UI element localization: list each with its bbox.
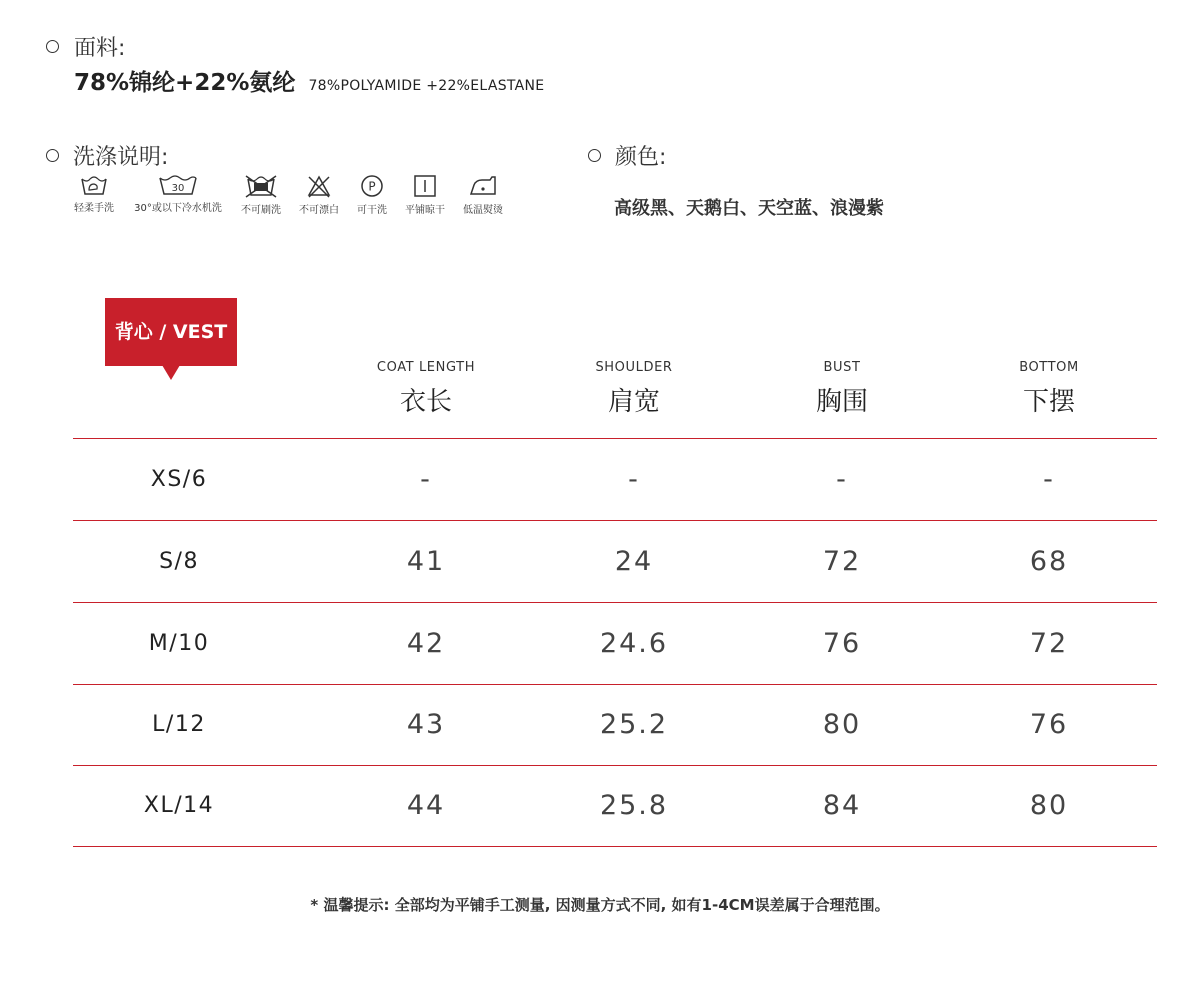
care-item-wash-30 [128, 174, 228, 214]
shoulder-value: 25.2 [599, 709, 669, 740]
size-label: M/10 [148, 631, 210, 656]
colors-bullet-icon [588, 149, 601, 162]
col-head-cn: 肩宽 [607, 387, 660, 417]
table-row [73, 521, 1157, 602]
coat-length-value: - [420, 464, 432, 495]
col-head-shoulder [544, 360, 724, 418]
col-head-en: BUST [823, 360, 861, 375]
col-head-bottom [959, 360, 1139, 418]
size-label: XL/14 [143, 793, 215, 818]
care-bullet-icon [46, 149, 59, 162]
vest-badge: 背心 / VEST [105, 298, 237, 366]
bust-value: - [836, 464, 848, 495]
col-head-en: BOTTOM [1019, 360, 1079, 375]
care-label-hand-wash: 轻柔手洗 [74, 203, 114, 214]
col-head-cn: 衣长 [399, 387, 452, 417]
svg-text:30: 30 [171, 183, 185, 194]
col-head-en: COAT LENGTH [376, 360, 476, 375]
bottom-value: 68 [1029, 546, 1069, 577]
size-label: XS/6 [150, 467, 208, 492]
col-head-coat-length [336, 360, 516, 418]
table-row [73, 684, 1157, 765]
shoulder-value: 24 [614, 546, 654, 577]
fabric-content-cn: 78%锦纶+22%氨纶 [74, 70, 296, 96]
shoulder-value: 24.6 [599, 628, 669, 659]
bottom-value: 76 [1029, 709, 1069, 740]
care-label-no-brushing: 不可刷洗 [241, 205, 281, 216]
table-row [73, 765, 1157, 846]
gentle-hand-wash-icon [79, 174, 109, 196]
vest-badge-pointer [162, 365, 180, 380]
bust-value: 72 [822, 546, 862, 577]
coat-length-value: 42 [406, 628, 446, 659]
care-item-hand-wash [70, 174, 118, 214]
bust-value: 76 [822, 628, 862, 659]
bust-value: 80 [822, 709, 862, 740]
dry-clean-p-icon [360, 174, 384, 198]
shoulder-value: - [628, 464, 640, 495]
care-label-flat-dry: 平铺晾干 [405, 205, 445, 216]
measurement-note: * 温馨提示: 全部均为平铺手工测量, 因测量方式不同, 如有1-4CM误差属于合理范围。 [310, 896, 890, 914]
no-brushing-icon [243, 174, 279, 198]
care-item-dry-clean [352, 174, 392, 216]
fabric-content [74, 64, 544, 97]
colors-values: 高级黑、天鹅白、天空蓝、浪漫紫 [614, 198, 884, 219]
care-label-wash-30: 30°或以下冷水机洗 [134, 203, 222, 214]
fabric-bullet-icon [46, 40, 59, 53]
no-bleach-icon [306, 174, 332, 198]
table-row [73, 603, 1157, 684]
care-item-flat-dry [400, 174, 450, 216]
care-label-low-iron: 低温熨烫 [463, 205, 503, 216]
care-label: 洗涤说明: [73, 145, 169, 170]
bust-value: 84 [822, 790, 862, 821]
bottom-value: - [1043, 464, 1055, 495]
care-item-no-bleach [295, 174, 343, 216]
size-label: S/8 [159, 549, 199, 574]
svg-text:P: P [368, 179, 376, 194]
care-label-dry-clean: 可干洗 [357, 205, 387, 216]
care-label-no-bleach: 不可漂白 [299, 205, 339, 216]
fabric-label: 面料: [74, 36, 126, 61]
col-head-cn: 下摆 [1022, 387, 1075, 417]
col-head-en: SHOULDER [595, 360, 673, 375]
coat-length-value: 41 [406, 546, 446, 577]
care-item-low-iron [458, 174, 508, 216]
care-item-no-brushing [237, 174, 285, 216]
coat-length-value: 44 [406, 790, 446, 821]
shoulder-value: 25.8 [599, 790, 669, 821]
table-divider [73, 846, 1157, 847]
fabric-content-en: 78%POLYAMIDE +22%ELASTANE [308, 78, 545, 94]
col-head-bust [752, 360, 932, 418]
wash-30-icon [157, 174, 199, 196]
coat-length-value: 43 [406, 709, 446, 740]
table-row [73, 439, 1157, 520]
flat-dry-icon [413, 174, 437, 198]
col-head-cn: 胸围 [815, 387, 868, 417]
low-iron-icon [468, 174, 498, 198]
bottom-value: 72 [1029, 628, 1069, 659]
colors-label: 颜色: [615, 145, 667, 170]
bottom-value: 80 [1029, 790, 1069, 821]
size-label: L/12 [152, 712, 206, 737]
